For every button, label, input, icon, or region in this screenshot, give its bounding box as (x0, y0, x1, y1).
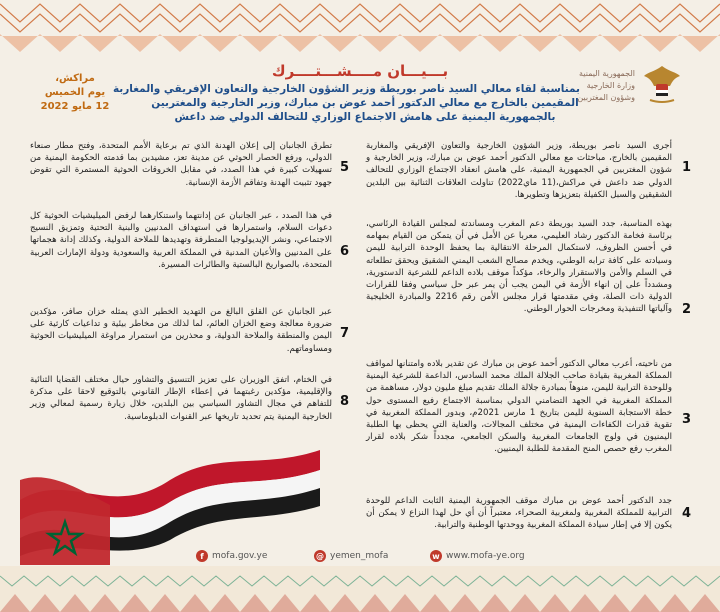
paragraph-8: في الختام، اتفق الوزيران على تعزيز التنسيق والتشاور حيال مختلف القضايا الثنائية والإقليمية، مؤكدين رغبتهما في إعطاء الإطار القانوني بالتوقيع لاحقا على مذكرة للتفاهم في مجال التشاور السياسي بين البلدين، خلال زيارة رسمية لمعالي وزير الخارجية اليمنية يتم تحديد تاريخها عبر القنوات الدبلوماسية. (30, 375, 332, 422)
date-day: يوم الخميس (44, 87, 106, 98)
paragraph-1: أجرى السيد ناصر بوريطة، وزير الشؤون الخارجية والتعاون الإفريقي والمغاربة المقيمين بالخارج، مباحثات مع معالي الدكتور أحمد عوض بن مبارك، وزير الخارجية و شؤون المغتربين في الجمهورية اليمنية، على هامش انعقاد الاجتماع الوزاري للتحالف الدولي ضد داعش في مراكش،(11 ماي2022) تناولت العلاقات الثنائية بين البلدين الشقيقين والسبل الكفيلة بتعزيزها وتطويرها. (366, 141, 672, 200)
paragraph-number: 8 (340, 394, 350, 409)
website-link[interactable] (430, 550, 525, 562)
footer-links (0, 546, 720, 566)
paragraph-7: عبر الجانبان عن القلق البالغ من التهديد الخطير الذي يمثله خزان صافر، مؤكدين ضرورة معالجة وضع الخزان العائم، لما لذلك من مخاطر بيئية و تداعيات كارثية على اليمن والمنطقة والملاحة الدولية، و محذرين من استمرار مراوغة الميليشيات الحوثية ومساوماتهم. (30, 307, 332, 354)
page-title: بـــيـــان مــــشـــتــــرك (271, 62, 449, 80)
top-pattern-band (0, 0, 720, 56)
twitter-handle: yemen_mofa (330, 551, 389, 561)
globe-icon: w (430, 550, 442, 562)
paragraph-number: 3 (682, 412, 692, 427)
facebook-icon: f (196, 550, 208, 562)
subtitle-line: بمناسبة لقاء معالي السيد ناصر بوريطة وزير الشؤون الخارجية والتعاون الإفريقي والمغاربة (112, 83, 580, 95)
paragraph-6: في هذا الصدد ، عبر الجانبان عن إدانتهما واستنكارهما لرفض الميليشيات الحوثية كل دعوات السلام، واستمرارها في استهداف المدنيين والبنية التحتية وتمزيق النسيج الاجتماعي، ونشر الإيديولوجيا المتطرفة وتهديدها للملاحة الدولية، وكذلك إدانة هجماتها على المدنيين والأعيان المدنية في المملكة العربية والسعودية ودولة الإمارات العربية المتحدة، بالصواريخ البالستية والطائرات المسيرة. (30, 211, 332, 270)
ministry-line: الجمهورية اليمنية (578, 69, 635, 78)
paragraph-5: تطرق الجانبان إلى إعلان الهدنة الذي تم برعاية الأمم المتحدة، وفتح مطار صنعاء الدولي، ورفع الحصار الحوثي عن مدينة تعز، مشيدين بما قدمته الحكومة اليمنية من تسهيلات كبيرة في هذا الصدد، في مقابل الخروقات الحوثية المستمرة التي تقوض جهود تثبيت الهدنة وتفاقم الأزمة الإنسانية. (30, 141, 332, 188)
paragraph-number: 1 (682, 160, 692, 175)
paragraph-number: 2 (682, 302, 692, 317)
subtitle-line: بالجمهورية اليمنية على هامش الاجتماع الوزاري للتحالف الدولي ضد داعش (174, 111, 556, 123)
ministry-line: وزارة الخارجية (586, 81, 635, 90)
paragraph-3: من ناحيته، أعرب معالي الدكتور أحمد عوض بن مبارك عن تقدير بلاده وامتنانها لمواقف المملكة المغربية بقيادة صاحب الجلالة الملك محمد السادس، الداعمة للشرعية اليمنية وللوحدة الترابية لليمن، منوهاً بمبادرة جلالة الملك تقديم مبلغ مليون دولار، مساهمة من المملكة المغربية في الجهد التضامني الدولي بمناسبة الاجتماع رفيع المستوى حول خطة الاستجابة السنوية لليمن بتاريخ 1 مارس 2021م، وبدور المملكة المغربية في تقوية قدرات الكفاءات اليمنية في مختلف المجالات، والعناية التي يحظى بها الطلبة اليمنيون في ولوج الجامعات المغربية والسكن الجامعي، مجدداً شكر بلاده لقرار المغرب رفع حصص المنح المقدمة للطلبة اليمنيين. (366, 359, 673, 455)
date-value: 12 مايو 2022 (40, 101, 110, 112)
facebook-handle: mofa.gov.ye (212, 551, 268, 561)
flags-illustration (20, 410, 320, 565)
ministry-name (560, 68, 635, 104)
statement-subtitle (112, 82, 580, 124)
date-block (40, 72, 110, 114)
paragraph-4: جدد الدكتور أحمد عوض بن مبارك موقف الجمهورية اليمنية الثابت الداعم للوحدة الترابية للمملكة المغربية ولمغربية الصحراء، معتبراً أن أي حل لهذا النزاع لا يمكن أن يكون إلا في إطار سيادة المملكة المغربية ووحدتها الوطنية والترابية. (366, 496, 672, 531)
paragraph-number: 7 (340, 326, 350, 341)
twitter-link[interactable] (314, 550, 388, 562)
paragraph-2: بهذه المناسبة، جدد السيد بوريطة دعم المغرب ومساندته لمجلس القيادة الرئاسي، برئاسة فخامة الدكتور رشاد العليمي، معربا عن الأمل في أن يتمكن من القيام بمهامه في أحسن الظروف، لاستكمال المرحلة الانتقالية بما يحفظ الوحدة الترابية لليمن وسيادته على كافة ترابه الوطني، ويخدم مصالح الشعب اليمني الشقيق ويحقق تطلعاته في السلم والأمن والاستقرار والرخاء، مؤكداً موقف بلاده الداعم للشرعية الدستورية، ومشدداً على إن انهاء الأزمة في اليمن يجب أن يمر عبر حل سياسي وفقا للقرارات الدولية ذات الصلة، وفي مقدمتها قرار مجلس الأمن رقم 2216 والمبادرة الخليجية وآلياتها التنفيذية ومخرجات الحوار الوطني. (366, 219, 672, 315)
date-city: مراكش، (55, 73, 95, 84)
bottom-pattern-band (0, 566, 720, 612)
ministry-line: وشؤون المغتربين (577, 93, 635, 102)
twitter-icon: @ (316, 551, 324, 561)
paragraph-number: 5 (340, 160, 350, 175)
yemen-emblem-icon (640, 62, 684, 106)
paragraph-number: 4 (682, 506, 692, 521)
paragraph-number: 6 (340, 244, 350, 259)
subtitle-line: المقيمين بالخارج مع معالي الدكتور أحمد عوض بن مبارك، وزير الخارجية والمغتربين (151, 97, 579, 109)
website-url: www.mofa-ye.org (446, 551, 525, 561)
facebook-link[interactable] (196, 550, 267, 562)
